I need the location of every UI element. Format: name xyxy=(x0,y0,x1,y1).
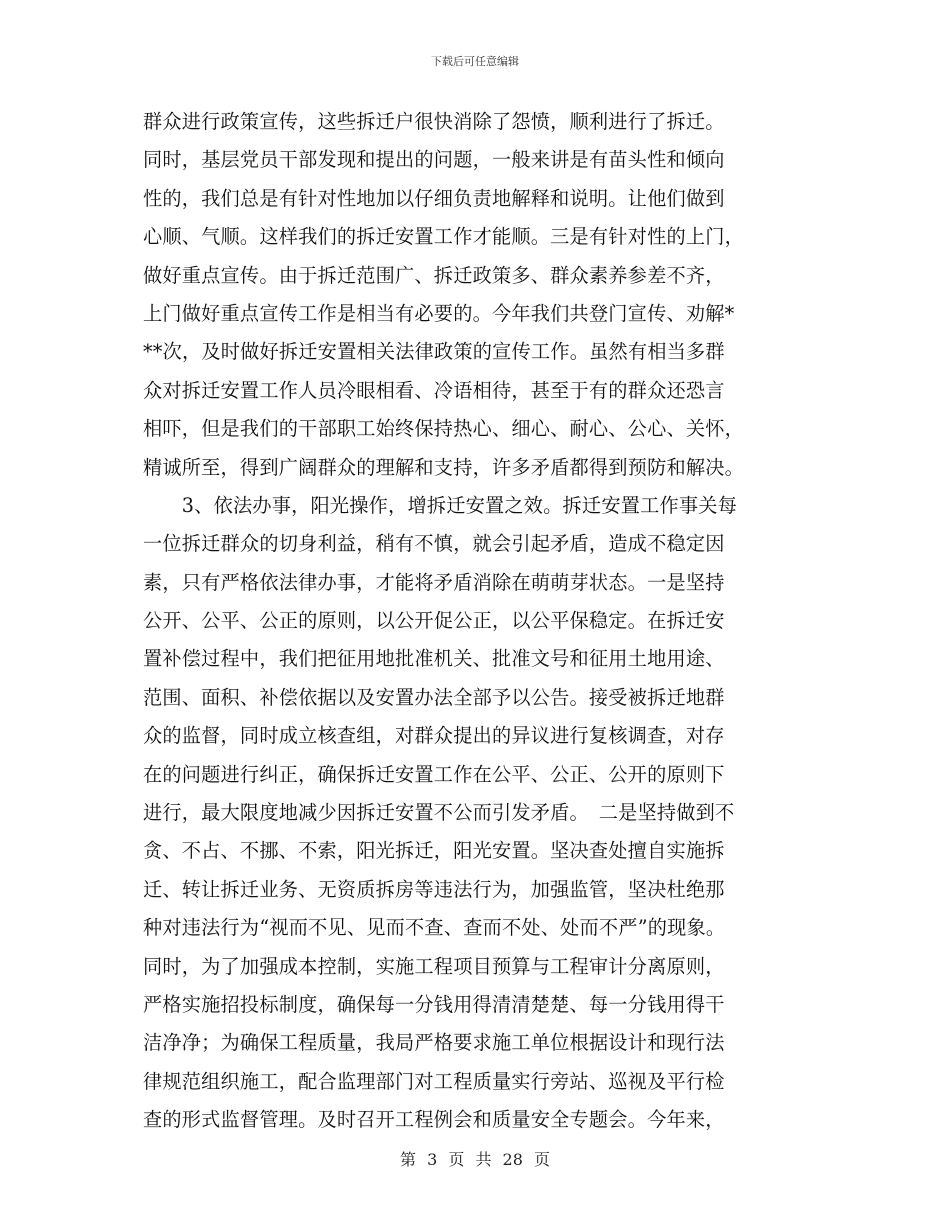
page-number-footer: 第 3 页 共 28 页 xyxy=(400,1150,550,1169)
text-line: 同时，基层党员干部发现和提出的问题，一般来讲是有苗头性和倾向 xyxy=(143,148,725,172)
text-line: 素，只有严格依法律办事，才能将矛盾消除在萌萌芽状态。一是坚持 xyxy=(143,570,725,594)
text-line: **次，及时做好拆迁安置相关法律政策的宣传工作。虽然有相当多群 xyxy=(143,340,725,364)
text-line: 种对违法行为“视而不见、见而不查、查而不处、处而不严”的现象。 xyxy=(143,916,726,940)
text-line: 贪、不占、不挪、不索，阳光拆迁，阳光安置。坚决查处擅自实施拆 xyxy=(143,839,725,863)
text-line: 迁、转让拆迁业务、无资质拆房等违法行为，加强监管，坚决杜绝那 xyxy=(143,877,725,901)
text-line: 洁净净；为确保工程质量，我局严格要求施工单位根据设计和现行法 xyxy=(143,1031,725,1055)
text-line: 同时，为了加强成本控制，实施工程项目预算与工程审计分离原则， xyxy=(143,954,725,978)
text-line: 众的监督，同时成立核查组，对群众提出的异议进行复核调查，对存 xyxy=(143,724,725,748)
text-line: 性的，我们总是有针对性地加以仔细负责地解释和说明。让他们做到 xyxy=(143,186,725,210)
text-line: 相吓，但是我们的干部职工始终保持热心、细心、耐心、公心、关怀， xyxy=(143,417,745,441)
text-line: 置补偿过程中，我们把征用地批准机关、批准文号和征用土地用途、 xyxy=(143,647,725,671)
text-line: 范围、面积、补偿依据以及安置办法全部予以公告。接受被拆迁地群 xyxy=(143,685,725,709)
text-line: 进行，最大限度地减少因拆迁安置不公而引发矛盾。 二是坚持做到不 xyxy=(143,801,735,825)
text-line: 律规范组织施工，配合监理部门对工程质量实行旁站、巡视及平行检 xyxy=(143,1069,725,1093)
text-line: 众对拆迁安置工作人员冷眼相看、冷语相待，甚至于有的群众还恐言 xyxy=(143,378,725,402)
text-line: 查的形式监督管理。及时召开工程例会和质量安全专题会。今年来， xyxy=(143,1108,725,1132)
text-line: 在的问题进行纠正，确保拆迁安置工作在公平、公正、公开的原则下 xyxy=(143,762,725,786)
text-line: 严格实施招投标制度，确保每一分钱用得清清楚楚、每一分钱用得干 xyxy=(143,992,725,1016)
text-line: 一位拆迁群众的切身利益，稍有不慎，就会引起矛盾，造成不稳定因 xyxy=(143,532,725,556)
text-line: 精诚所至，得到广阔群众的理解和支持，许多矛盾都得到预防和解决。 xyxy=(143,455,745,479)
text-line: 心顺、气顺。这样我们的拆迁安置工作才能顺。三是有针对性的上门， xyxy=(143,225,745,249)
text-line: 公开、公平、公正的原则，以公开促公正，以公平保稳定。在拆迁安 xyxy=(143,609,725,633)
text-line: 做好重点宣传。由于拆迁范围广、拆迁政策多、群众素养参差不齐， xyxy=(143,263,725,287)
text-line: 上门做好重点宣传工作是相当有必要的。今年我们共登门宣传、劝解* xyxy=(143,301,735,325)
document-body xyxy=(143,103,823,1140)
text-line: 3、依法办事，阳光操作，增拆迁安置之效。拆迁安置工作事关每 xyxy=(143,493,738,517)
page-header: 下载后可任意编辑 xyxy=(431,55,519,68)
text-line: 群众进行政策宣传，这些拆迁户很快消除了怨愤，顺利进行了拆迁。 xyxy=(143,110,725,133)
